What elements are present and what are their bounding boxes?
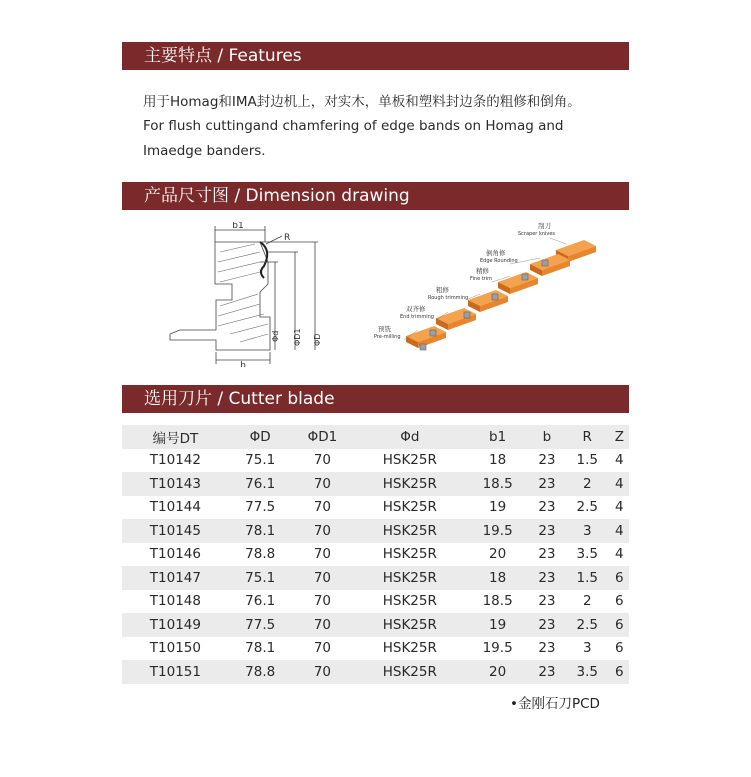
- step-3-en: Fine trim: [470, 276, 493, 282]
- table-cell: 20: [489, 663, 507, 680]
- table-cell: 23: [538, 546, 556, 563]
- table-cell: 2: [582, 475, 592, 492]
- table-cell: 2.5: [576, 499, 598, 516]
- table-cell: 75.1: [245, 452, 276, 469]
- table-cell: 70: [313, 593, 332, 610]
- step-4-en: Rough trimming: [428, 295, 469, 301]
- features-text-en-2: Imaedge banders.: [143, 143, 266, 159]
- table-cell: 1.5: [576, 452, 598, 469]
- cutter-heading: 选用刀片 / Cutter blade: [122, 385, 629, 413]
- label-b1: b1: [232, 222, 244, 231]
- table-cell: 70: [313, 663, 332, 680]
- table-cell: T10142: [149, 452, 201, 469]
- table-cell: T10149: [149, 616, 201, 633]
- table-cell: 4: [615, 522, 624, 539]
- table-cell: HSK25R: [382, 593, 437, 610]
- table-cell: 19.5: [482, 522, 513, 539]
- table-row: [122, 472, 629, 496]
- label-dd: ΦD: [313, 333, 322, 346]
- step-1-en: Scraper knives: [518, 231, 556, 237]
- table-cell: 20: [489, 546, 507, 563]
- table-cell: T10150: [149, 640, 201, 657]
- table-cell: 4: [615, 546, 624, 563]
- table-cell: HSK25R: [382, 640, 437, 657]
- column-header: b: [542, 428, 552, 445]
- table-cell: HSK25R: [382, 499, 437, 516]
- table-cell: 19.5: [482, 640, 513, 657]
- table-cell: 70: [313, 499, 332, 516]
- features-heading: 主要特点 / Features: [122, 42, 629, 70]
- process-steps-illustration: [370, 222, 605, 367]
- table-cell: 23: [538, 452, 556, 469]
- table-cell: 3.5: [576, 546, 598, 563]
- table-row: [122, 496, 629, 520]
- dimension-heading: 产品尺寸图 / Dimension drawing: [122, 182, 629, 210]
- cutter-dimension-drawing: [160, 222, 350, 367]
- table-cell: 77.5: [245, 499, 276, 516]
- table-cell: 3: [582, 640, 592, 657]
- table-cell: 19: [489, 616, 507, 633]
- table-cell: 3: [582, 522, 592, 539]
- table-cell: 70: [313, 616, 332, 633]
- table-row: [122, 613, 629, 637]
- table-cell: 23: [538, 499, 556, 516]
- column-header: ΦD: [249, 428, 271, 445]
- table-cell: 23: [538, 475, 556, 492]
- column-header: R: [582, 428, 592, 445]
- label-d1: ΦD1: [293, 328, 302, 346]
- label-b: b: [240, 361, 246, 367]
- column-header: 编号DT: [152, 430, 199, 447]
- table-cell: T10144: [149, 499, 201, 516]
- table-row: [122, 637, 629, 661]
- table-cell: T10145: [149, 522, 201, 539]
- table-cell: T10146: [149, 546, 201, 563]
- table-cell: 6: [615, 616, 624, 633]
- table-cell: 23: [538, 569, 556, 586]
- table-cell: 6: [615, 640, 624, 657]
- features-text-en-1: For flush cuttingand chamfering of edge bands on Homag and: [143, 118, 564, 134]
- table-row: [122, 566, 629, 590]
- step-6-cn: 预铣: [378, 325, 391, 333]
- table-cell: 18: [489, 569, 507, 586]
- table-cell: 78.8: [245, 546, 276, 563]
- table-cell: 70: [313, 452, 332, 469]
- table-row: [122, 660, 629, 684]
- label-r: R: [284, 233, 291, 243]
- table-cell: HSK25R: [382, 569, 437, 586]
- table-cell: 18.5: [482, 475, 513, 492]
- cutter-table: [122, 425, 629, 684]
- table-cell: 23: [538, 616, 556, 633]
- table-row: [122, 543, 629, 567]
- table-cell: HSK25R: [382, 663, 437, 680]
- table-cell: 4: [615, 499, 624, 516]
- step-2-en: Edge Rounding: [480, 258, 518, 264]
- table-cell: HSK25R: [382, 616, 437, 633]
- table-cell: 2.5: [576, 616, 598, 633]
- table-cell: 23: [538, 593, 556, 610]
- table-cell: HSK25R: [382, 475, 437, 492]
- step-1-cn: 刮刀: [538, 222, 551, 230]
- step-6-en: Pre-milling: [374, 334, 401, 340]
- table-cell: 23: [538, 663, 556, 680]
- table-cell: 6: [615, 663, 624, 680]
- table-cell: 4: [615, 475, 624, 492]
- table-cell: 6: [615, 593, 624, 610]
- table-row: [122, 449, 629, 473]
- column-header: Φd: [400, 428, 420, 445]
- table-cell: 75.1: [245, 569, 276, 586]
- table-cell: 77.5: [245, 616, 276, 633]
- material-note: •金刚石刀PCD: [510, 696, 600, 712]
- table-cell: 18: [489, 452, 507, 469]
- table-cell: 70: [313, 475, 332, 492]
- label-d: Φd: [271, 330, 280, 342]
- table-cell: 3.5: [576, 663, 598, 680]
- table-cell: 76.1: [245, 593, 276, 610]
- table-cell: 70: [313, 640, 332, 657]
- table-header-row: [122, 425, 629, 449]
- table-cell: 70: [313, 522, 332, 539]
- table-cell: 23: [538, 522, 556, 539]
- table-cell: 78.1: [245, 522, 276, 539]
- features-text-cn: 用于Homag和IMA封边机上，对实木，单板和塑料封边条的粗修和倒角。: [143, 94, 581, 110]
- table-cell: HSK25R: [382, 452, 437, 469]
- step-5-en: End trimming: [400, 314, 434, 320]
- table-cell: 78.8: [245, 663, 276, 680]
- table-cell: 76.1: [245, 475, 276, 492]
- table-row: [122, 590, 629, 614]
- table-cell: T10151: [149, 663, 201, 680]
- table-cell: 4: [615, 452, 624, 469]
- table-cell: 6: [615, 569, 624, 586]
- column-header: b1: [489, 428, 507, 445]
- step-2-cn: 倒角修: [486, 249, 506, 257]
- step-4-cn: 粗修: [436, 286, 449, 294]
- table-cell: 70: [313, 546, 332, 563]
- step-3-cn: 精修: [476, 267, 489, 275]
- table-cell: 2: [582, 593, 592, 610]
- table-cell: 1.5: [576, 569, 598, 586]
- column-header: Z: [614, 428, 624, 445]
- table-cell: T10148: [149, 593, 201, 610]
- table-cell: T10143: [149, 475, 201, 492]
- table-cell: 78.1: [245, 640, 276, 657]
- table-cell: 18.5: [482, 593, 513, 610]
- step-5-cn: 双齐修: [406, 305, 426, 313]
- table-cell: HSK25R: [382, 522, 437, 539]
- table-cell: 70: [313, 569, 332, 586]
- table-cell: 19: [489, 499, 507, 516]
- table-cell: HSK25R: [382, 546, 437, 563]
- table-cell: T10147: [149, 569, 201, 586]
- table-row: [122, 519, 629, 543]
- column-header: ΦD1: [307, 428, 338, 445]
- table-cell: 23: [538, 640, 556, 657]
